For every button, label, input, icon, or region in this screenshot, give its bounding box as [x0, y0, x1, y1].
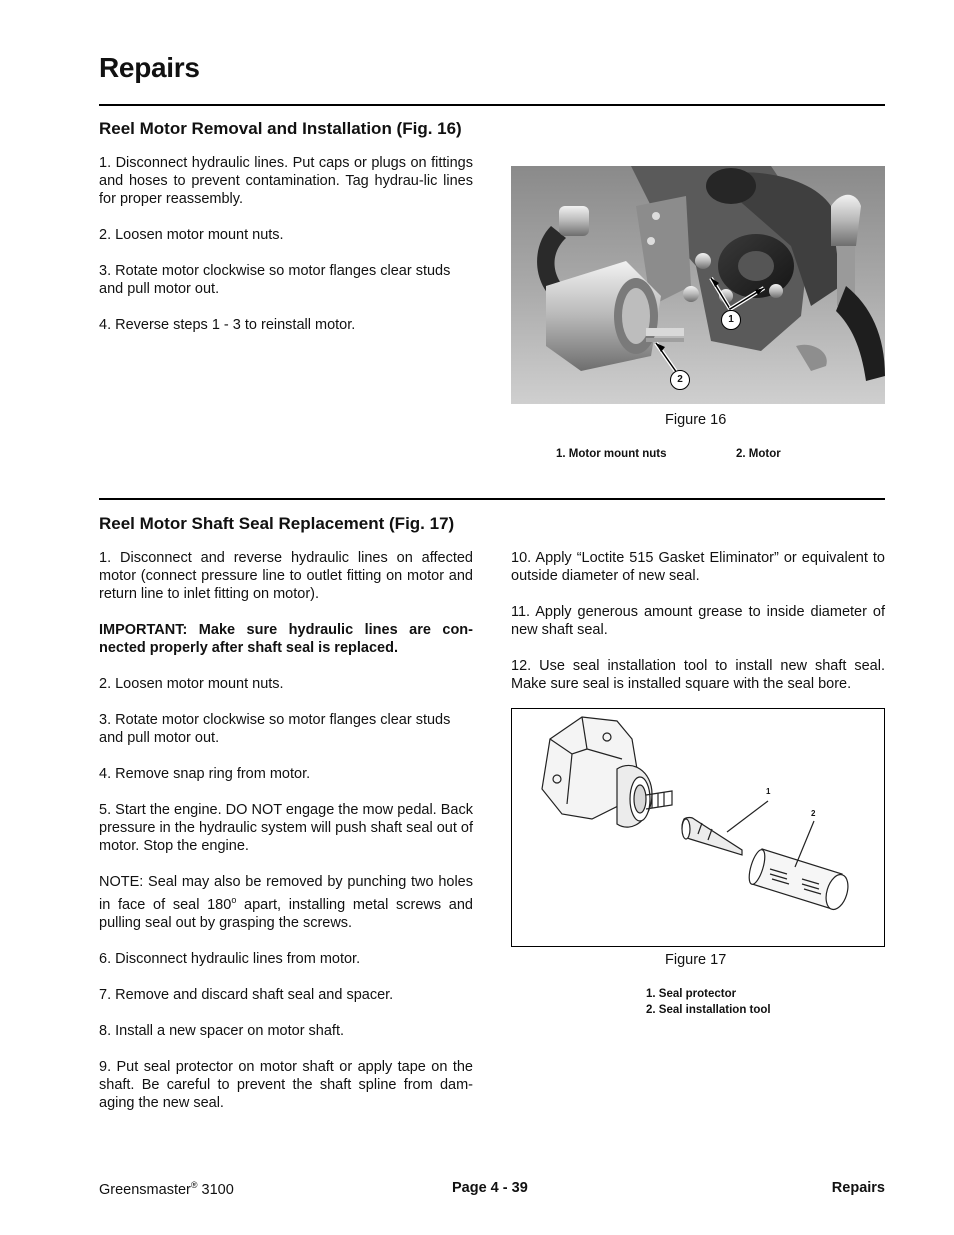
motor-photo-illustration: [511, 166, 885, 404]
figure-17-legend-2: 2. Seal installation tool: [646, 1004, 771, 1016]
seal-tool-illustration: [512, 709, 884, 946]
note-text-before: NOTE: Seal may also be removed by punching two holes in face of seal 180: [99, 874, 473, 913]
step-1: 1. Disconnect and reverse hydraulic lines on affected motor (connect pressure line to outlet fitting on motor and return line to inlet fitting on motor).: [99, 550, 473, 602]
step-4: 4. Reverse steps 1 - 3 to reinstall motor.: [99, 317, 356, 333]
step-4: 4. Remove snap ring from motor.: [99, 766, 311, 782]
figure-16-caption: Figure 16: [665, 412, 727, 428]
step-8: 8. Install a new spacer on motor shaft.: [99, 1022, 345, 1039]
step-6: 6. Disconnect hydraulic lines from motor.: [99, 950, 361, 967]
note-text-after: apart, installing metal screws and pulling seal out by grasping the screws.: [99, 896, 473, 931]
step-9: 9. Put seal protector on motor shaft or apply tape on the shaft. Be careful to prevent the shaft spline from dam-aging the new seal.: [99, 1058, 473, 1111]
figure-16-legend-2: 2. Motor: [736, 448, 781, 460]
header-rule: [99, 104, 885, 106]
figure-16-photo: [511, 166, 885, 404]
footer-product: [99, 1180, 234, 1198]
section-rule: [99, 498, 885, 500]
callout-1: 1: [721, 310, 741, 330]
section-title-seal-replacement: Reel Motor Shaft Seal Replacement (Fig. 17): [99, 514, 455, 533]
footer-section: Repairs: [831, 1180, 885, 1196]
section2-left-steps: [99, 549, 473, 1130]
figure-17-drawing: [511, 708, 885, 947]
step-10: 10. Apply “Loctite 515 Gasket Eliminator” or equivalent to outside diameter of new seal.: [511, 550, 885, 584]
note-paragraph: [99, 873, 473, 932]
step-2: 2. Loosen motor mount nuts.: [99, 676, 284, 692]
step-3: 3. Rotate motor clockwise so motor flanges clear studs and pull motor out.: [99, 263, 451, 297]
step-2: 2. Loosen motor mount nuts.: [99, 227, 284, 243]
footer-model: 3100: [197, 1181, 234, 1198]
figure-17-legend-1: 1. Seal protector: [646, 988, 737, 1000]
page-title: Repairs: [99, 52, 200, 83]
step-1: 1. Disconnect hydraulic lines. Put caps or plugs on fittings and hoses to prevent contamination. Tag hydrau-lic lines for proper reassembly.: [99, 155, 473, 207]
section-title-motor-removal: Reel Motor Removal and Installation (Fig. 16): [99, 119, 462, 138]
figure-16-legend-1: 1. Motor mount nuts: [556, 448, 667, 460]
figure-17-caption: Figure 17: [665, 952, 727, 968]
step-12: 12. Use seal installation tool to install new shaft seal. Make sure seal is installed square with the seal bore.: [511, 658, 885, 692]
footer-product-name: Greensmaster: [99, 1181, 191, 1198]
step-11: 11. Apply generous amount grease to inside diameter of new shaft seal.: [511, 604, 885, 638]
step-3: 3. Rotate motor clockwise so motor flanges clear studs and pull motor out.: [99, 712, 451, 746]
footer-page-number: Page 4 - 39: [452, 1180, 528, 1196]
section2-right-steps: [511, 549, 885, 711]
callout-1: 1: [766, 787, 771, 796]
section1-steps: [99, 154, 473, 352]
callout-2: 2: [811, 809, 816, 818]
registered-mark: ®: [190, 1180, 198, 1190]
step-5: 5. Start the engine. DO NOT engage the mow pedal. Back pressure in the hydraulic system will push shaft seal out of motor. Stop the engine.: [99, 802, 473, 854]
important-note: IMPORTANT: Make sure hydraulic lines are con-nected properly after shaft seal is replaced.: [99, 622, 473, 656]
degree-superscript: o: [231, 895, 237, 905]
step-7: 7. Remove and discard shaft seal and spacer.: [99, 986, 394, 1003]
callout-2: 2: [670, 370, 690, 390]
